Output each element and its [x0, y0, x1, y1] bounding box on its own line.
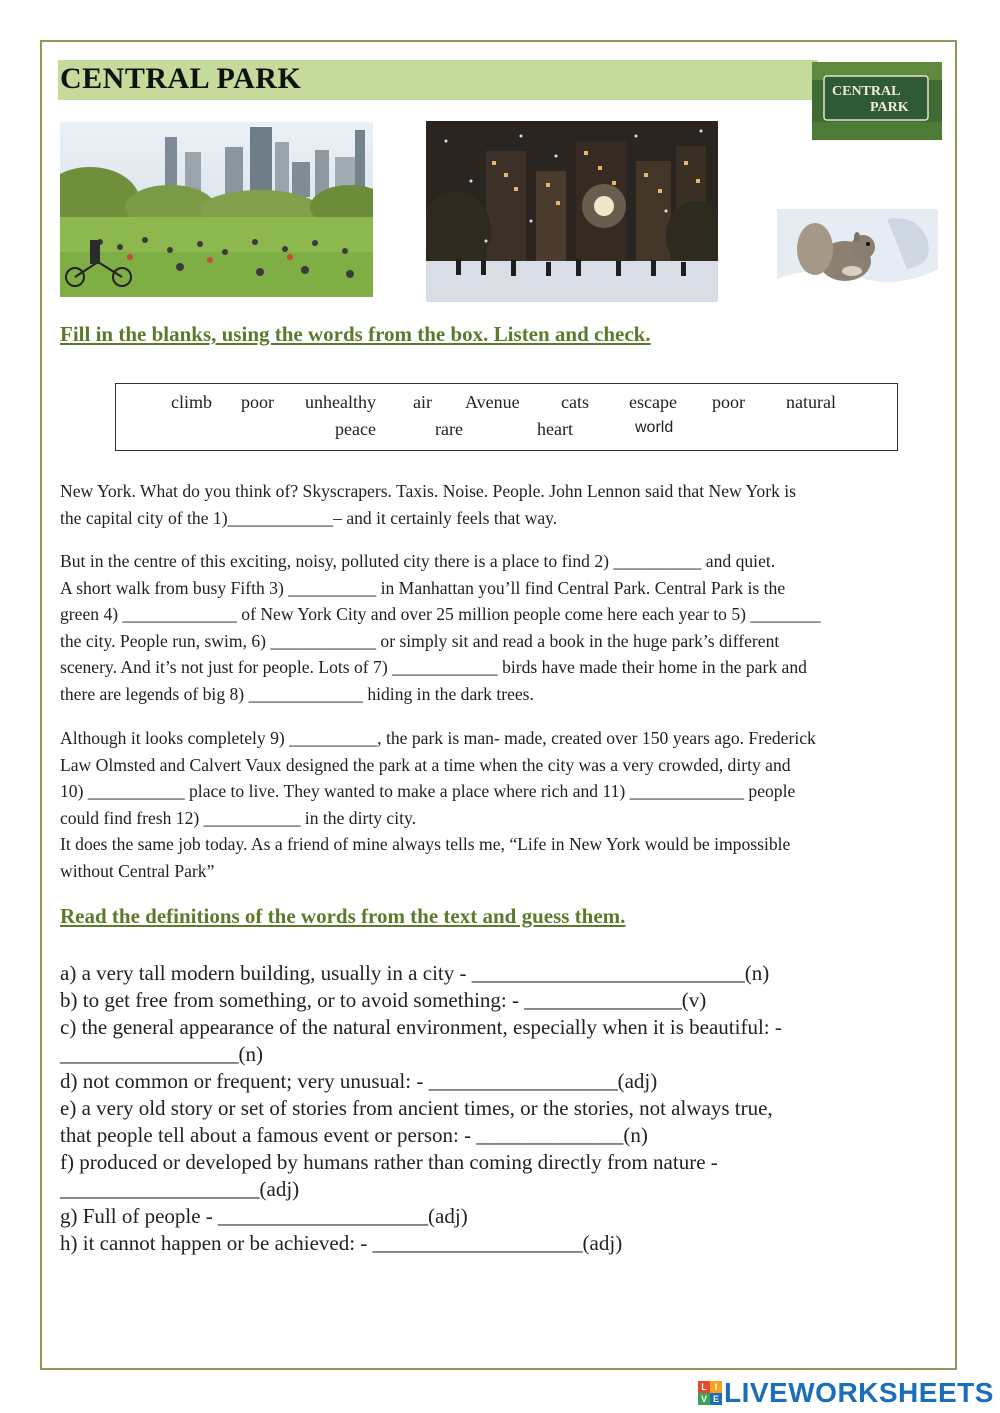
definition-c-blank: _________________(n) — [60, 1042, 263, 1066]
sign-line2: PARK — [870, 100, 909, 115]
word-poor: poor — [241, 392, 274, 412]
word-cats: cats — [561, 392, 589, 412]
paragraph-line: Law Olmsted and Calvert Vaux designed the park at a time when the city was a very crowded, dirty and — [60, 754, 791, 775]
word-rare: rare — [435, 419, 463, 439]
paragraph-line: the city. People run, swim, 6) ____________ or simply sit and read a book in the huge park’s different — [60, 630, 780, 651]
definition-g: g) Full of people - ____________________(adj) — [60, 1204, 468, 1228]
definition-f: f) produced or developed by humans rather than coming directly from nature - — [60, 1150, 718, 1174]
liveworksheets-brand: LIVEWORKSHEETS — [724, 1377, 994, 1408]
word-avenue: Avenue — [465, 392, 520, 412]
central-park-sign-image — [812, 62, 942, 140]
park-day-photo — [60, 122, 373, 297]
word-unhealthy: unhealthy — [305, 392, 376, 412]
squirrel-photo — [777, 209, 938, 301]
logo-letter: V — [698, 1393, 710, 1405]
paragraph-1 — [60, 478, 940, 531]
definition-c: c) the general appearance of the natural environment, especially when it is beautiful: - — [60, 1015, 782, 1039]
paragraph-line: scenery. And it’s not just for people. Lots of 7) ____________ birds have made their home in the park and — [60, 657, 807, 678]
definition-e-cont: that people tell about a famous event or person: - ______________(n) — [60, 1123, 648, 1147]
definition-f-blank: ___________________(adj) — [60, 1177, 300, 1201]
word-heart: heart — [537, 419, 573, 439]
paragraph-line: Although it looks completely 9) __________, the park is man- made, created over 150 years ago. Frederick — [60, 728, 816, 748]
paragraph-line: green 4) _____________ of New York City and over 25 million people come here each year to 5) ________ — [60, 604, 821, 625]
logo-letter: E — [710, 1393, 722, 1405]
paragraph-line: could find fresh 12) ___________ in the dirty city. — [60, 807, 417, 828]
night-skating-photo — [426, 121, 718, 302]
liveworksheets-logo — [698, 1378, 994, 1408]
definition-d: d) not common or frequent; very unusual: - __________________(adj) — [60, 1069, 658, 1093]
liveworksheets-icon — [698, 1381, 722, 1405]
paragraph-line: But in the centre of this exciting, noisy, polluted city there is a place to find 2) __________ and quiet. — [60, 551, 776, 571]
word-escape: escape — [629, 392, 677, 412]
paragraph-line: the capital city of the 1)____________– and it certainly feels that way. — [60, 507, 558, 528]
logo-letter: I — [710, 1381, 722, 1393]
word-poor-2: poor — [712, 392, 745, 412]
definition-a: a) a very tall modern building, usually in a city - __________________________(n) — [60, 961, 770, 985]
paragraph-line: New York. What do you think of? Skyscrapers. Taxis. Noise. People. John Lennon said that New York is — [60, 481, 797, 501]
section1-heading: Fill in the blanks, using the words from the box. Listen and check. — [60, 322, 651, 346]
paragraph-line: without Central Park” — [60, 860, 215, 881]
definitions-list — [60, 960, 940, 1257]
word-world: world — [635, 419, 674, 436]
logo-letter: L — [698, 1381, 710, 1393]
word-climb: climb — [171, 392, 212, 412]
paragraph-line: A short walk from busy Fifth 3) __________ in Manhattan you’ll find Central Park. Central Park is the — [60, 577, 786, 598]
paragraph-line: there are legends of big 8) _____________ hiding in the dark trees. — [60, 683, 534, 704]
word-natural: natural — [786, 392, 836, 412]
paragraph-2 — [60, 548, 940, 708]
page-title: CENTRAL PARK — [60, 62, 302, 95]
word-box — [115, 383, 898, 451]
paragraph-3 — [60, 725, 940, 885]
word-air: air — [413, 392, 432, 412]
definition-b: b) to get free from something, or to avoid something: - _______________(v) — [60, 988, 707, 1012]
definition-h: h) it cannot happen or be achieved: - ____________________(adj) — [60, 1231, 623, 1255]
section2-heading: Read the definitions of the words from the text and guess them. — [60, 904, 626, 928]
paragraph-line: 10) ___________ place to live. They wanted to make a place where rich and 11) _____________ people — [60, 781, 796, 802]
definition-e: e) a very old story or set of stories from ancient times, or the stories, not always true, — [60, 1096, 773, 1120]
word-peace: peace — [335, 419, 376, 439]
paragraph-line: It does the same job today. As a friend of mine always tells me, “Life in New York would be impossible — [60, 834, 791, 855]
sign-line1: CENTRAL — [832, 84, 901, 99]
